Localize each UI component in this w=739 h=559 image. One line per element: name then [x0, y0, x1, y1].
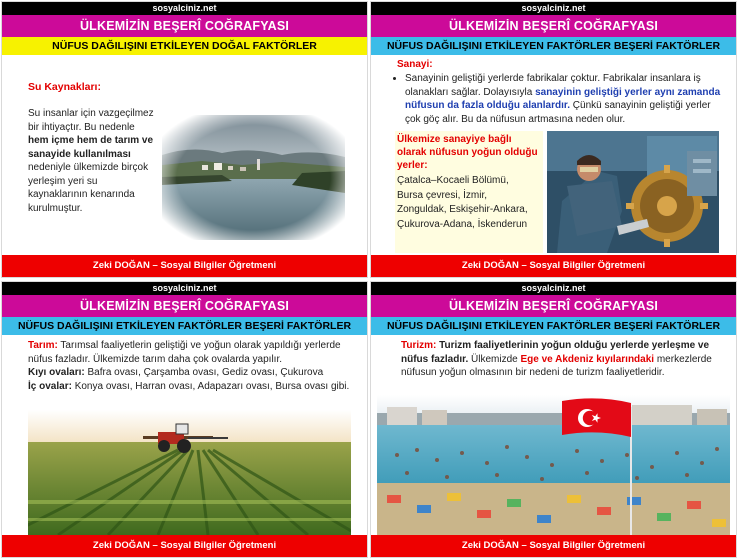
- slide-footer: Zeki DOĞAN – Sosyal Bilgiler Öğretmeni: [371, 535, 736, 557]
- list-item: Zonguldak, Eskişehir-Ankara,: [397, 204, 528, 215]
- slide-agriculture: [2, 282, 367, 557]
- paragraph-text: Çünkü sanayinin geliştiği yerler çok göç alır. Bu da nüfusun artmasına neden olur.: [405, 100, 711, 125]
- paragraph-text: nedeniyle ülkemizde birçok yerleşim yeri su kaynaklarının kenarında kurulmuştur.: [28, 162, 149, 214]
- places-list: [395, 174, 543, 232]
- slide-footer: Zeki DOĞAN – Sosyal Bilgiler Öğretmeni: [2, 535, 367, 557]
- tractor-field-photo: [28, 410, 351, 535]
- emphasis-text: hem içme hem de tarım ve sanayide kullanılması: [28, 135, 154, 160]
- list-item: Çukurova-Adana, İskenderun: [397, 218, 528, 230]
- slide-title: ÜLKEMİZİN BEŞERÎ COĞRAFYASI: [371, 295, 736, 317]
- slide-subtitle: NÜFUS DAĞILIŞINI ETKİLEYEN FAKTÖRLER BEŞERİ FAKTÖRLER: [2, 317, 367, 335]
- slide-subtitle: NÜFUS DAĞILIŞINI ETKİLEYEN DOĞAL FAKTÖRLER: [2, 37, 367, 55]
- list-item: [405, 72, 721, 126]
- slide-title: ÜLKEMİZİN BEŞERÎ COĞRAFYASI: [2, 295, 367, 317]
- term-label: Kıyı ovaları:: [28, 367, 85, 378]
- factory-worker-photo: [547, 131, 719, 253]
- emphasis-text: Turizm faaliyetlerinin yoğun olduğu yerlerde yerleşme ve nüfus fazladır.: [401, 340, 710, 365]
- slide-water-resources: [2, 2, 367, 277]
- site-banner: sosyalciniz.net: [371, 2, 736, 15]
- term-label: İç ovalar:: [28, 380, 72, 392]
- emphasis-text: sanayinin geliştiği yerler aynı zamanda nüfusun da fazla olduğu alanlardır.: [405, 86, 721, 111]
- highlight-box: [395, 131, 543, 253]
- slide-footer: Zeki DOĞAN – Sosyal Bilgiler Öğretmeni: [371, 255, 736, 277]
- paragraph-text: Tarımsal faaliyetlerin geliştiği ve yoğun olarak yapıldığı yerlerde nüfus fazladır. Ülkemizde tarım daha çok ovalarda yapılır.: [28, 340, 341, 365]
- section-paragraph: [401, 339, 721, 380]
- box-heading: Ülkemize sanayiye bağlı olarak nüfusun yoğun olduğu yerler:: [397, 134, 538, 171]
- paragraph-text: Ülkemizde: [468, 353, 521, 365]
- slide-title: ÜLKEMİZİN BEŞERÎ COĞRAFYASI: [2, 15, 367, 37]
- site-banner: sosyalciniz.net: [371, 282, 736, 295]
- paragraph-text: Sanayinin geliştiği yerlerde fabrikalar çoktur. Fabrikalar insanlara iş olanakları sağlar. Dolayısıyla: [405, 73, 701, 98]
- slide-industry: [371, 2, 736, 277]
- slide-subtitle: NÜFUS DAĞILIŞINI ETKİLEYEN FAKTÖRLER BEŞERİ FAKTÖRLER: [371, 317, 736, 335]
- slide-tourism: [371, 282, 736, 557]
- section-heading: Turizm:: [401, 340, 437, 351]
- section-heading: Tarım:: [28, 340, 58, 351]
- paragraph-text: Bu nedenle: [84, 121, 135, 133]
- paragraph-text: merkezlerde nüfusun yoğun olmasının bir nedeni de turizm faaliyetleridir.: [401, 353, 712, 378]
- list-item: Bursa çevresi, İzmir,: [397, 189, 488, 201]
- site-banner: sosyalciniz.net: [2, 2, 367, 15]
- slide-footer: Zeki DOĞAN – Sosyal Bilgiler Öğretmeni: [2, 255, 367, 277]
- crowded-beach-photo: [377, 395, 730, 537]
- site-banner: sosyalciniz.net: [2, 282, 367, 295]
- emphasis-text: Ege ve Akdeniz kıyılarındaki: [520, 353, 655, 365]
- slide-subtitle: NÜFUS DAĞILIŞINI ETKİLEYEN FAKTÖRLER BEŞERİ FAKTÖRLER: [371, 37, 736, 55]
- list-item: Çatalca–Kocaeli Bölümü,: [397, 175, 509, 186]
- lake-town-photo: [162, 115, 345, 240]
- paragraph-text: Konya ovası, Harran ovası, Adapazarı ovası, Bursa ovası gibi.: [71, 380, 350, 392]
- section-paragraph: [28, 107, 156, 215]
- paragraph-text: Bafra ovası, Çarşamba ovası, Gediz ovası, Çukurova: [84, 367, 324, 378]
- section-paragraph: [28, 339, 350, 393]
- section-heading: Su Kaynakları:: [28, 81, 101, 93]
- section-heading: Sanayi:: [397, 59, 433, 70]
- slide-title: ÜLKEMİZİN BEŞERÎ COĞRAFYASI: [371, 15, 736, 37]
- section-bullets: [391, 72, 721, 126]
- paragraph-text: Su insanlar için vazgeçilmez bir ihtiyaçtır.: [28, 108, 154, 133]
